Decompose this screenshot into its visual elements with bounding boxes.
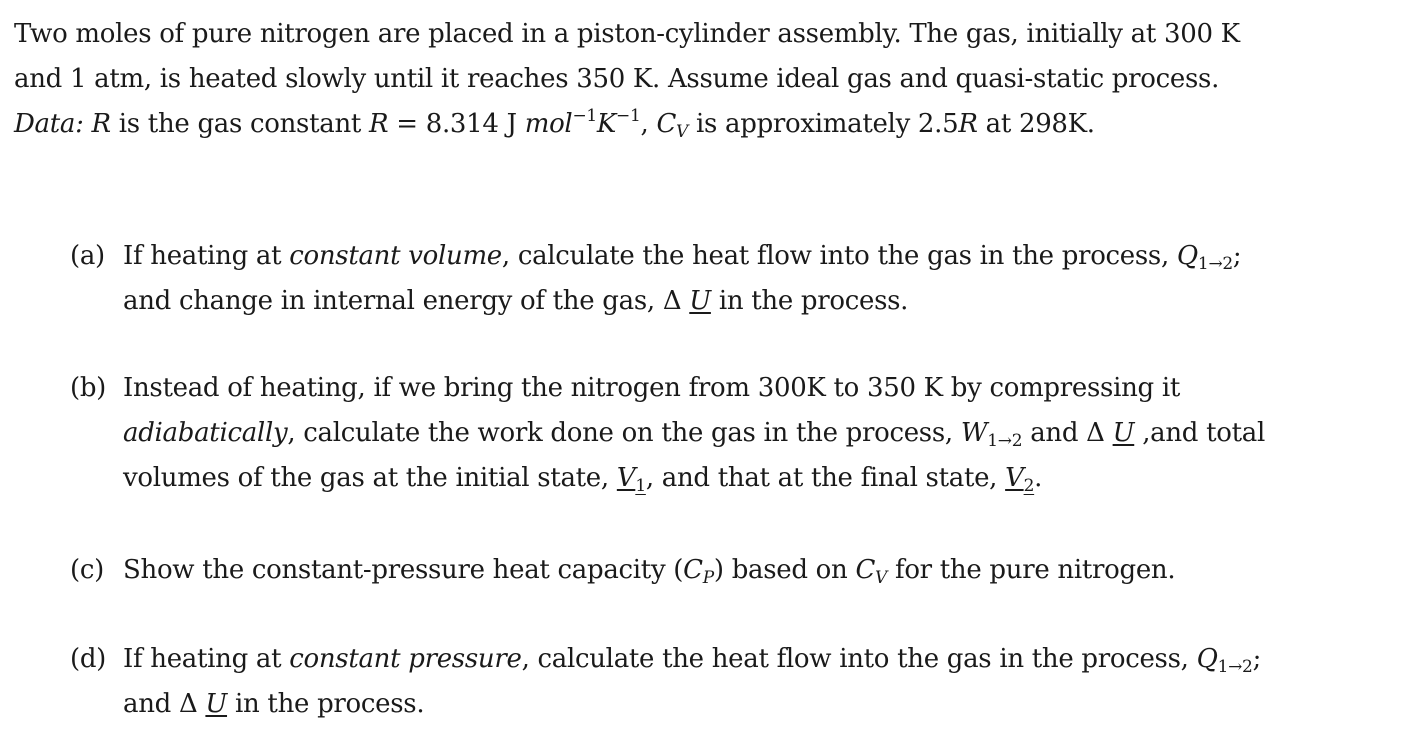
question-b-line-3: [70, 456, 1390, 501]
equals-sign: =: [388, 109, 426, 139]
adiabatically-word: adiabatically: [123, 418, 288, 448]
question-c: [70, 548, 1390, 593]
v1-subscript: 1: [635, 476, 646, 496]
period: .: [1034, 463, 1043, 493]
intro-line-3: [14, 102, 1399, 147]
u-symbol-b: U: [1112, 418, 1135, 448]
gas-constant-text: is the gas constant: [110, 109, 370, 139]
semicolon-d: ;: [1252, 644, 1262, 674]
unit-kelvin: K: [596, 109, 617, 139]
unit-mol: mol: [524, 109, 573, 139]
question-c-line-1: [70, 548, 1390, 593]
question-b-text-6: , and that at the final state,: [645, 463, 1006, 493]
question-b: [70, 366, 1390, 501]
question-c-text-2: ) based on: [713, 555, 856, 585]
question-a-line-2: [70, 279, 1390, 324]
question-d-line-1: [70, 637, 1390, 682]
approx-text: is approximately 2.5: [688, 109, 959, 139]
question-c-label: (c): [70, 555, 104, 585]
question-b-line-1: [70, 366, 1390, 411]
constant-volume-phrase: constant volume: [289, 241, 502, 271]
cv-subscript-c: V: [875, 568, 888, 588]
question-a: [70, 234, 1390, 324]
temperature-text: at 298K.: [977, 109, 1095, 139]
q-symbol-d: Q: [1196, 644, 1218, 674]
question-c-text-3: for the pure nitrogen.: [887, 555, 1176, 585]
question-a-text-3: and change in internal energy of the gas, Δ: [123, 286, 690, 316]
question-d-label: (d): [70, 644, 107, 674]
question-b-text-3: and Δ: [1022, 418, 1113, 448]
cv-symbol: C: [656, 109, 677, 139]
r-symbol-3: R: [958, 109, 978, 139]
question-a-text-4: in the process.: [710, 286, 909, 316]
gas-constant-value: 8.314 J: [425, 109, 525, 139]
q-subscript-d: 1→2: [1217, 657, 1253, 677]
data-label: Data:: [14, 109, 92, 139]
w-symbol: W: [960, 418, 988, 448]
constant-pressure-phrase: constant pressure: [289, 644, 522, 674]
unit-exponent-1: −1: [572, 106, 597, 126]
u-symbol: U: [689, 286, 711, 316]
question-b-text-1: Instead of heating, if we bring the nitrogen from 300K to 350 K by compressing it: [123, 373, 1181, 403]
question-c-text-1: Show the constant-pressure heat capacity (: [123, 555, 684, 585]
question-a-line-1: [70, 234, 1390, 279]
u-symbol-d: U: [205, 689, 228, 719]
question-d-text-3: and Δ: [123, 689, 206, 719]
question-d-text-1: If heating at: [123, 644, 290, 674]
comma: ,: [640, 109, 657, 139]
question-d-text-2: , calculate the heat flow into the gas in the process,: [521, 644, 1197, 674]
v2-symbol: V: [1005, 463, 1024, 493]
w-subscript: 1→2: [987, 431, 1023, 451]
cv-subscript: V: [676, 122, 689, 142]
unit-exponent-2: −1: [616, 106, 641, 126]
question-a-text-2: , calculate the heat flow into the gas in the process,: [501, 241, 1177, 271]
q-symbol: Q: [1176, 241, 1198, 271]
cp-subscript: P: [702, 568, 714, 588]
v1-symbol: V: [616, 463, 636, 493]
question-b-line-2: [70, 411, 1390, 456]
problem-statement: [14, 12, 1399, 147]
question-b-text-5: volumes of the gas at the initial state,: [123, 463, 617, 493]
semicolon: ;: [1232, 241, 1242, 271]
question-d-text-4: in the process.: [227, 689, 425, 719]
question-b-text-4: ,and total: [1134, 418, 1265, 448]
question-a-text-1: If heating at: [123, 241, 290, 271]
question-b-text-2: , calculate the work done on the gas in the process,: [287, 418, 961, 448]
r-symbol: R: [91, 109, 111, 139]
q-subscript: 1→2: [1197, 254, 1233, 274]
question-d-line-2: [70, 682, 1390, 727]
cp-symbol: C: [683, 555, 703, 585]
r-symbol-2: R: [369, 109, 389, 139]
intro-line-1: Two moles of pure nitrogen are placed in a piston-cylinder assembly. The gas, initially at 300 K: [14, 19, 1240, 49]
cv-symbol-c: C: [855, 555, 876, 585]
v2-subscript: 2: [1023, 476, 1035, 496]
question-a-label: (a): [70, 241, 105, 271]
intro-line-2: and 1 atm, is heated slowly until it reaches 350 K. Assume ideal gas and quasi-static process.: [14, 64, 1220, 94]
question-d: [70, 637, 1390, 727]
question-b-label: (b): [70, 373, 107, 403]
